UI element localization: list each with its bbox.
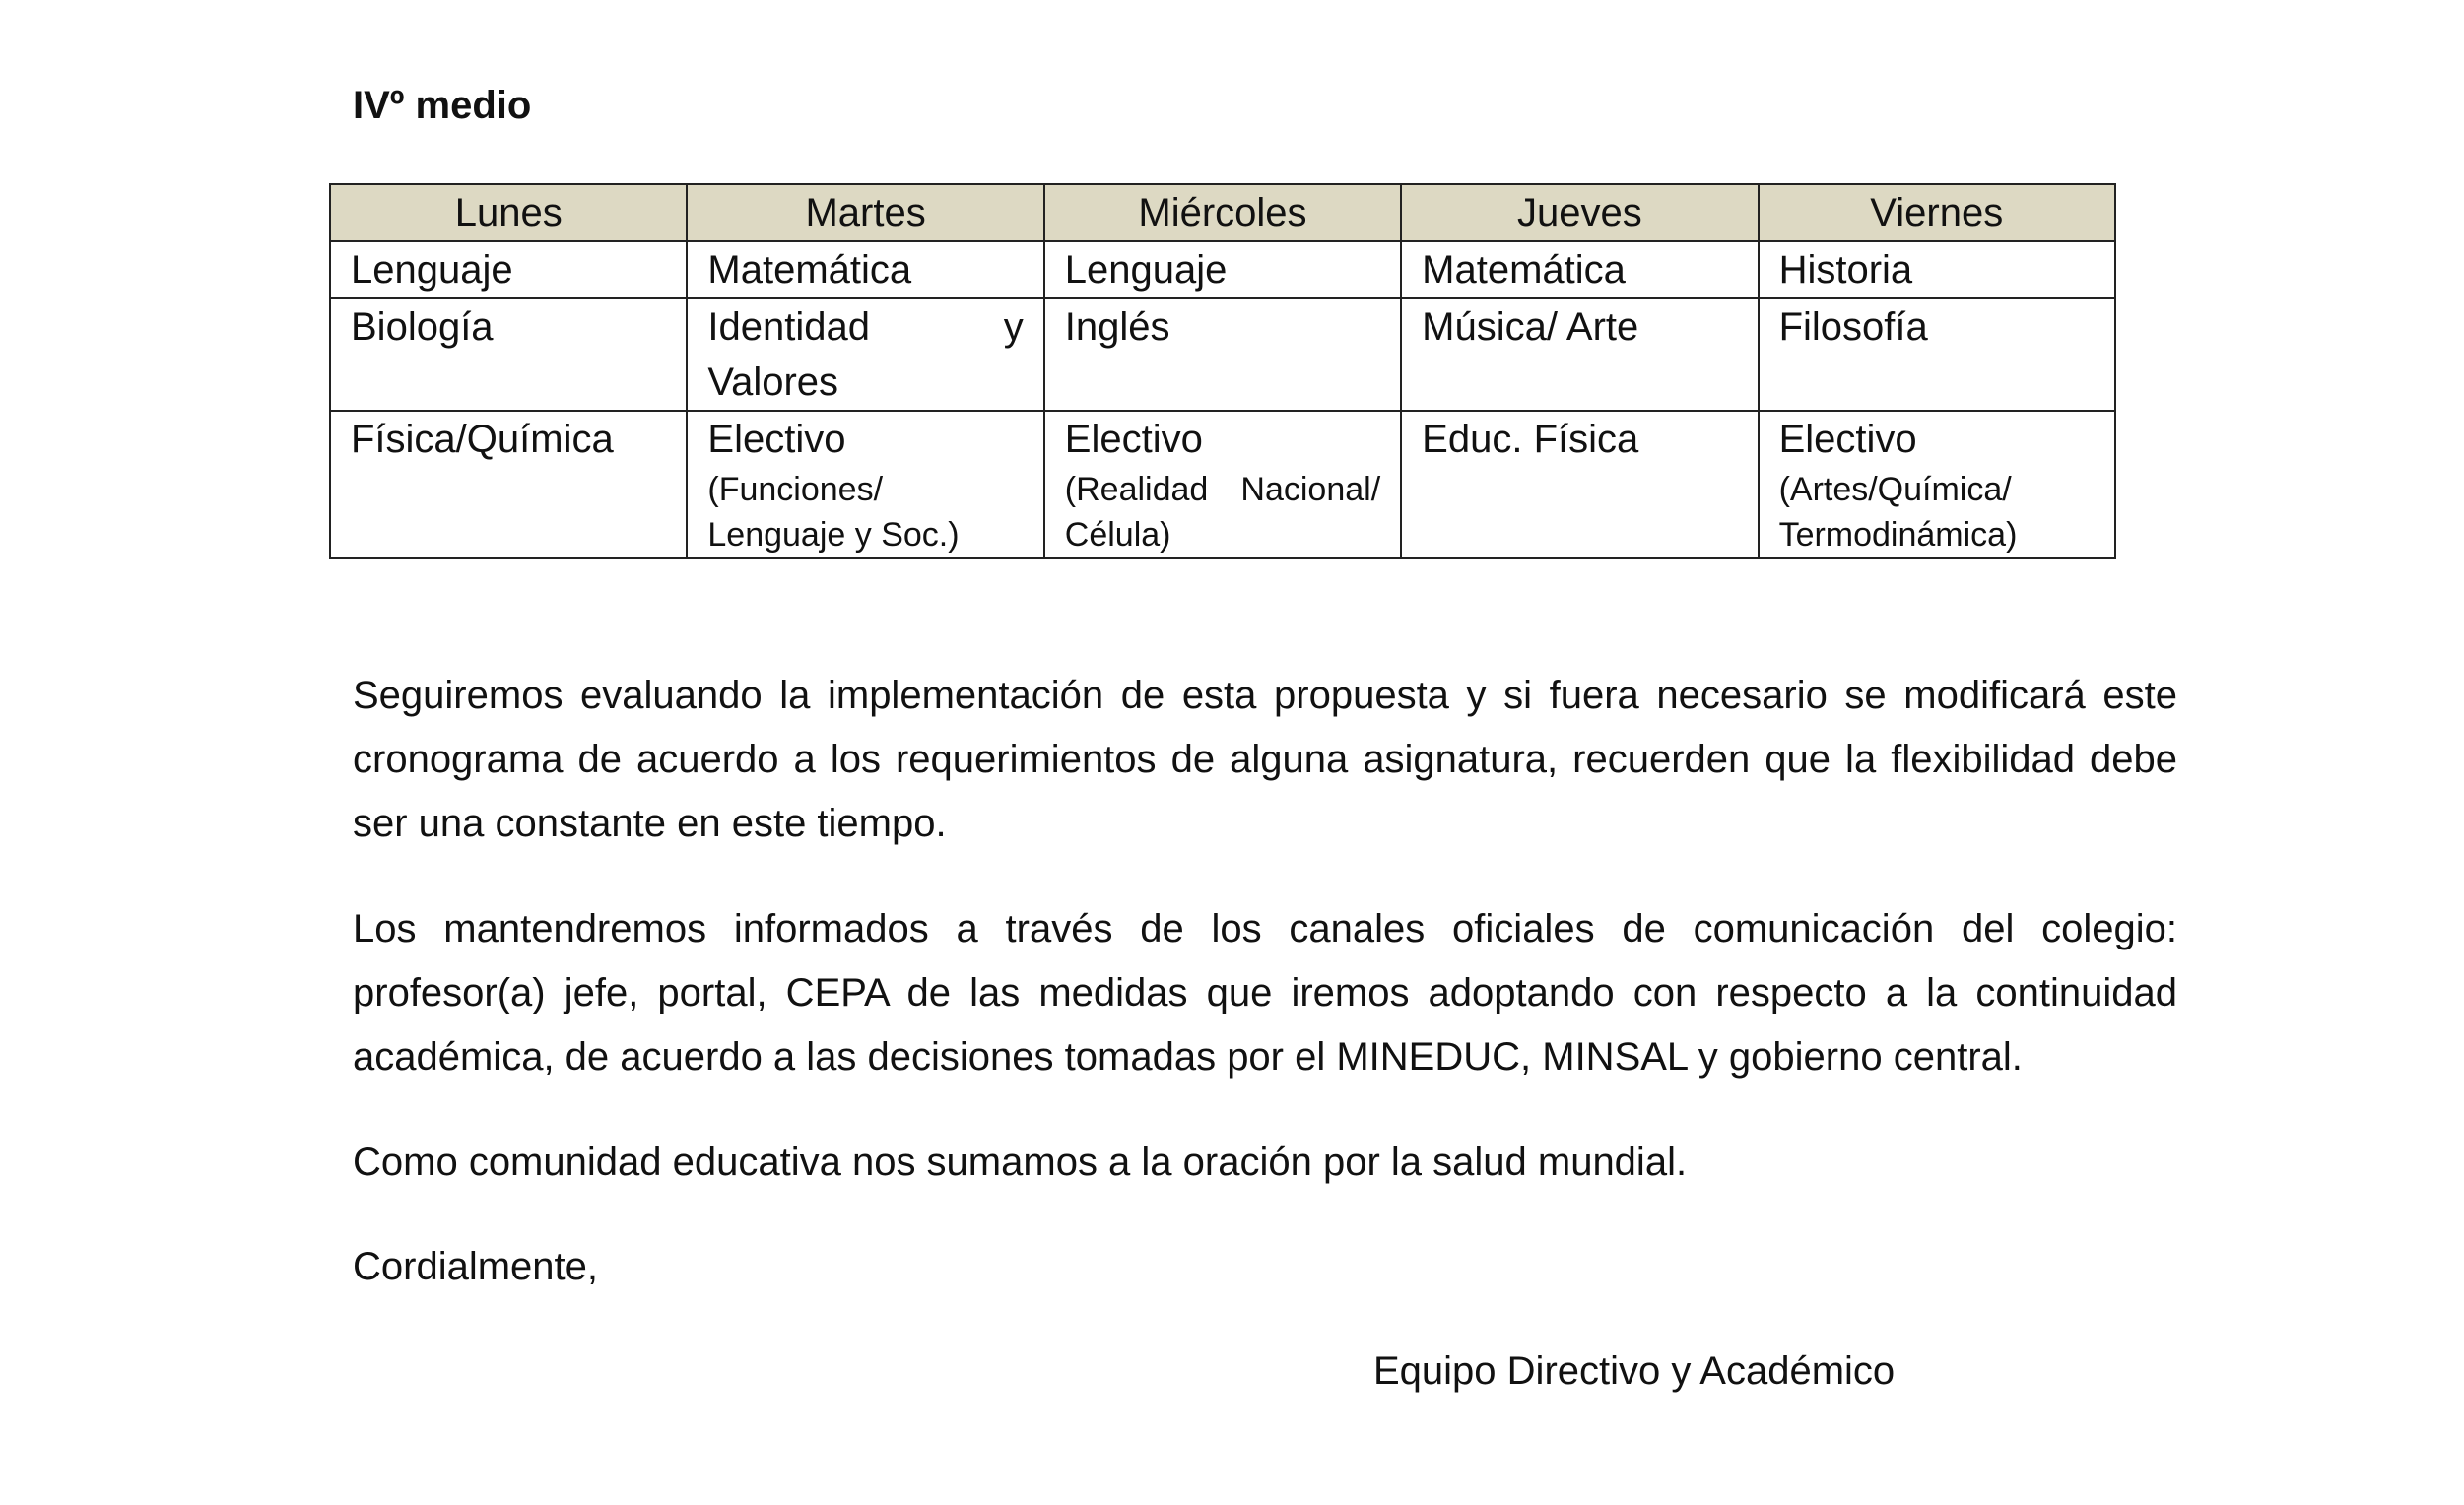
subject-label: Historia bbox=[1778, 248, 1913, 292]
schedule-cell bbox=[1401, 411, 1758, 558]
schedule-cell bbox=[330, 298, 687, 411]
schedule-row bbox=[330, 298, 2115, 411]
schedule-cell bbox=[687, 411, 1043, 558]
schedule-cell bbox=[1759, 411, 2115, 558]
elective-options: (Realidad Nacional/ Célula) bbox=[1064, 471, 1381, 554]
schedule-cell bbox=[330, 411, 687, 558]
subject-label: Física/Química bbox=[351, 418, 614, 461]
subject-label: Educ. Física bbox=[1422, 418, 1639, 461]
schedule-cell bbox=[330, 241, 687, 298]
schedule-row bbox=[330, 241, 2115, 298]
schedule-cell bbox=[1759, 298, 2115, 411]
paragraph-evaluation: Seguiremos evaluando la implementación de esta propuesta y si fuera necesario se modificará este cronograma de acuerdo a los requerimientos de alguna asignatura, recuerden que la flexibilidad debe ser una constante en este tiempo. bbox=[353, 674, 2177, 845]
schedule-row bbox=[330, 411, 2115, 558]
schedule-table bbox=[329, 183, 2116, 559]
closing-salutation: Cordialmente, bbox=[353, 1245, 599, 1288]
paragraph-communication: Los mantendremos informados a través de los canales oficiales de comunicación del colegio: profesor(a) jefe, portal, CEPA de las medidas que iremos adoptando con respecto a la continuidad académica, de acuerdo a las decisiones tomadas por el MINEDUC, MINSAL y gobierno central. bbox=[353, 907, 2177, 1079]
subject-label: Lenguaje bbox=[351, 248, 513, 292]
schedule-cell bbox=[1401, 298, 1758, 411]
schedule-cell bbox=[1401, 241, 1758, 298]
subject-label: Filosofía bbox=[1778, 305, 1928, 349]
elective-options: (Funciones/ Lenguaje y Soc.) bbox=[707, 471, 960, 554]
schedule-cell bbox=[1759, 241, 2115, 298]
day-header-tuesday: Martes bbox=[687, 184, 1043, 241]
subject-label: Lenguaje bbox=[1064, 248, 1228, 292]
day-header-friday: Viernes bbox=[1759, 184, 2115, 241]
subject-label: Matemática bbox=[1422, 248, 1626, 292]
schedule-cell bbox=[1044, 241, 1401, 298]
schedule-cell bbox=[687, 298, 1043, 411]
subject-label: Inglés bbox=[1064, 305, 1170, 349]
schedule-cell bbox=[1044, 298, 1401, 411]
paragraph-prayer: Como comunidad educativa nos sumamos a la oración por la salud mundial. bbox=[353, 1141, 1688, 1184]
day-header-thursday: Jueves bbox=[1401, 184, 1758, 241]
subject-label: Matemática bbox=[707, 248, 912, 292]
schedule-header-row bbox=[330, 184, 2115, 241]
subject-label: Electivo bbox=[1064, 418, 1203, 461]
elective-options: (Artes/Química/ Termodinámica) bbox=[1778, 471, 2018, 554]
schedule-cell bbox=[1044, 411, 1401, 558]
page-heading: IVº medio bbox=[353, 84, 532, 127]
subject-label: Biología bbox=[351, 305, 494, 349]
schedule-cell bbox=[687, 241, 1043, 298]
subject-label: Música/ Arte bbox=[1422, 305, 1639, 349]
day-header-monday: Lunes bbox=[330, 184, 687, 241]
subject-label: Electivo bbox=[707, 418, 846, 461]
subject-label: Electivo bbox=[1778, 418, 1917, 461]
day-header-wednesday: Miércoles bbox=[1044, 184, 1401, 241]
signature: Equipo Directivo y Académico bbox=[1373, 1349, 1896, 1393]
subject-label: Identidad y Valores bbox=[707, 305, 1024, 404]
